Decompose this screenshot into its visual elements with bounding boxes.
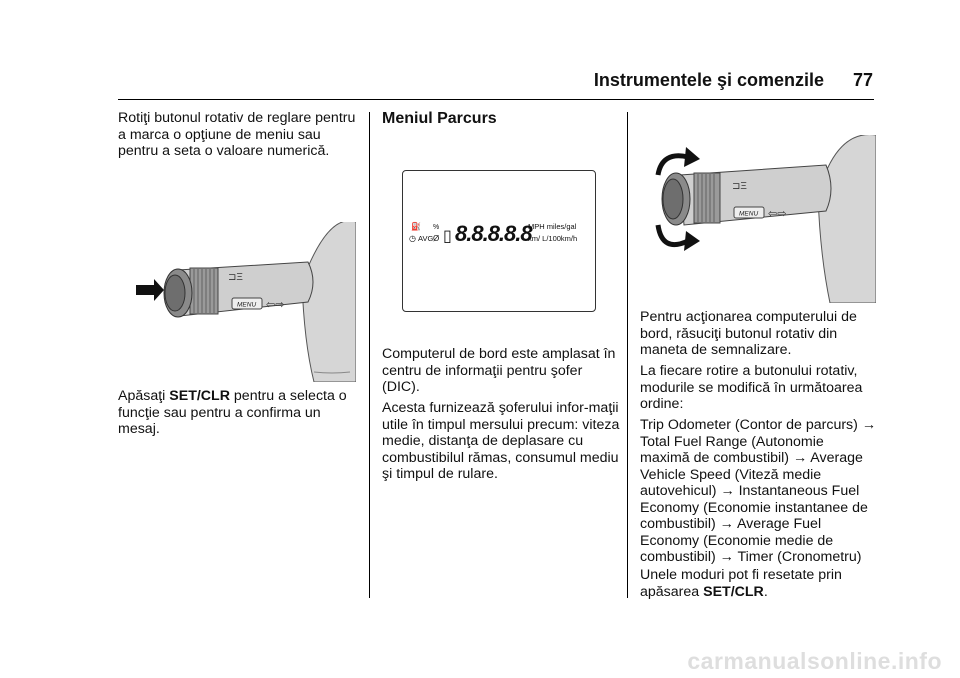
stalk-menu-label: MENU: [237, 301, 257, 309]
set-clr-label-2: SET/CLR: [703, 583, 764, 600]
dic-display-illustration: [402, 170, 596, 312]
svg-text:⊐Ξ: ⊐Ξ: [228, 272, 243, 283]
svg-text:Ø: Ø: [433, 234, 440, 243]
col3-paragraph-reset: Unele moduri pot fi resetate prin apăsarea SET/CLR.: [640, 567, 842, 600]
svg-text:▯: ▯: [443, 228, 452, 245]
col3-paragraph-operate: Pentru acţionarea computerului de bord, răsuciţi butonul rotativ din maneta de semnalizare.: [640, 309, 857, 358]
col3-paragraph-modes: Trip Odometer (Contor de parcurs) → Total Fuel Range (Autonomie maximă de combustibil) → Average Vehicle Speed (Viteză medie autovehicul) → Instantaneous Fuel Economy (Economie instantanee de combustibil) → Average Fuel Economy (Economie medie de combustibil) → Timer (Cronometru): [640, 417, 877, 565]
col2-paragraph-location: Computerul de bord este amplasat în centru de informaţii pentru şofer (DIC).: [382, 346, 616, 395]
column-divider-left: [369, 112, 370, 598]
set-clr-label: SET/CLR: [169, 388, 230, 404]
svg-text:⛽: ⛽: [411, 222, 421, 231]
display-unit-metric: km/ L/100km/h: [528, 234, 578, 243]
svg-text:⊐Ξ: ⊐Ξ: [732, 181, 747, 192]
col1-paragraph-rotate: Rotiţi butonul rotativ de reglare pentru a marca o opţiune de meniu sau pentru a seta o valoare numerică.: [118, 110, 356, 159]
col3-paragraph-order: La fiecare rotire a butonului rotativ, modurile se modifică în următoarea ordine:: [640, 363, 863, 412]
watermark-text: carmanualsonline.info: [687, 648, 942, 674]
svg-text:⇦⇨: ⇦⇨: [266, 299, 285, 311]
column-divider-right: [627, 112, 628, 598]
display-percent: %: [433, 224, 440, 231]
header-divider: [118, 99, 874, 100]
col1-paragraph-press: Apăsaţi SET/CLR pentru a selecta o funcţie sau pentru a confirma un mesaj.: [118, 388, 347, 437]
stalk-menu-label-2: MENU: [739, 210, 759, 218]
page-number: 77: [852, 70, 873, 90]
stalk-press-illustration: [118, 222, 356, 382]
display-digits: 8.8.8.8.8: [455, 221, 532, 246]
svg-text:⇦⇨: ⇦⇨: [768, 208, 787, 220]
running-header-title: Instrumentele şi comenzile: [593, 70, 824, 90]
stalk-rotate-illustration: [640, 135, 876, 303]
display-unit-imperial: MPH miles/gal: [528, 222, 577, 231]
section-title-trip-menu: Meniul Parcurs: [382, 110, 497, 127]
svg-text:◷: ◷: [409, 234, 416, 243]
display-avg: AVG: [418, 234, 434, 243]
col2-paragraph-info: Acesta furnizează şoferului infor-maţii utile în timpul mersului precum: viteza medie, distanţa de deplasare cu combustibilul rămas, consumul mediu şi timpul de rulare.: [382, 400, 620, 482]
